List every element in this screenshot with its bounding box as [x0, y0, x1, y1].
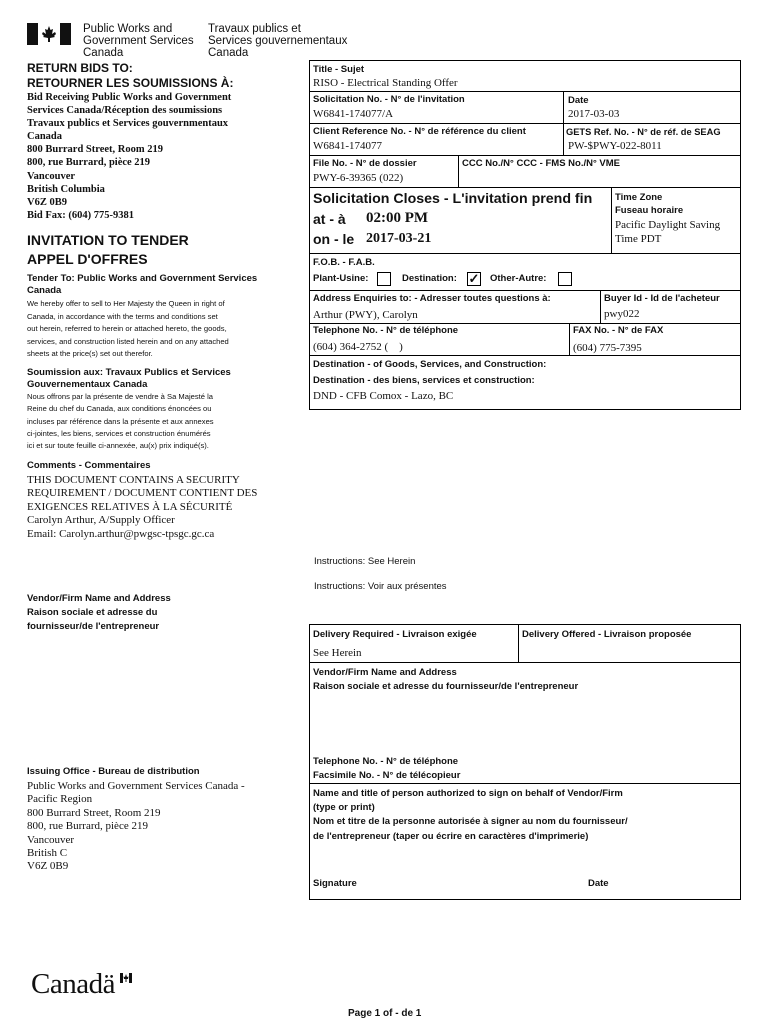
- date-label: Date: [568, 95, 589, 106]
- time-zone-value: Pacific Daylight Saving Time PDT: [615, 219, 721, 245]
- address-enquiries-value: Arthur (PWY), Carolyn: [313, 309, 418, 321]
- plant-usine-label: Plant-Usine:: [313, 273, 369, 284]
- destination-label: Destination:: [402, 273, 457, 284]
- invitation-title-en: INVITATION TO TENDER: [27, 232, 189, 248]
- closes-at-value: 02:00 PM: [366, 210, 429, 226]
- comments-text: THIS DOCUMENT CONTAINS A SECURITY REQUIREMENT / DOCUMENT CONTIENT DES EXIGENCES RELATIVES À LA SÉCURITÉ Carolyn Arthur, A/Supply Officer Email: Carolyn.arthur@pwgsc-tpsgc.gc.ca: [27, 474, 258, 540]
- closes-on-value: 2017-03-21: [366, 231, 432, 246]
- destination-goods-label-en: Destination - of Goods, Services, and Construction:: [313, 359, 547, 370]
- invitation-title: [27, 231, 189, 269]
- dept-fr-line: Canada: [208, 47, 249, 59]
- authorized-signer-label: Name and title of person authorized to sign on behalf of Vendor/Firm (type or print) Nom et titre de la personne autorisée à signer au nom du fournisseur/ de l'entrepreneur (taper ou écrire en caractères d'imprimerie): [313, 788, 628, 842]
- dept-fr-line: Services gouvernementaux: [208, 35, 348, 47]
- delivery-required-label: Delivery Required - Livraison exigée: [313, 629, 477, 640]
- instructions-en: Instructions: See Herein: [314, 556, 416, 567]
- solicitation-closes-title: Solicitation Closes - L'invitation prend fin: [313, 191, 593, 207]
- dept-en-line: Public Works and: [83, 23, 173, 35]
- plant-usine-checkbox[interactable]: [377, 272, 391, 286]
- fax-value: (604) 775-7395: [573, 342, 642, 354]
- wordmark-flag-icon: [120, 970, 132, 980]
- telephone-label: Telephone No. - N° de téléphone: [313, 325, 459, 336]
- issuing-office-label: Issuing Office - Bureau de distribution: [27, 766, 200, 777]
- instructions-fr: Instructions: Voir aux présentes: [314, 581, 447, 592]
- vendor-firm-label: Vendor/Firm Name and Address Raison sociale et adresse du fournisseur/de l'entrepreneur: [313, 667, 579, 692]
- closes-at-label: at - à: [313, 211, 346, 227]
- file-no-label: File No. - N° de dossier: [313, 158, 417, 169]
- dept-fr-line: Travaux publics et: [208, 23, 301, 35]
- return-bids-title-fr: RETOURNER LES SOUMISSIONS À:: [27, 76, 234, 90]
- signature-date-label: Date: [588, 878, 609, 889]
- canada-flag-icon: [27, 23, 71, 45]
- solicitation-no-label: Solicitation No. - N° de l'invitation: [313, 94, 465, 105]
- destination-goods-label-fr: Destination - des biens, services et construction:: [313, 375, 535, 386]
- dept-en-line: Government Services: [83, 35, 194, 47]
- vendor-telephone-fax-label: Telephone No. - N° de téléphone Facsimile No. - N° de télécopieur: [313, 756, 461, 781]
- date-value: 2017-03-03: [568, 108, 620, 120]
- return-bids-title-en: RETURN BIDS TO:: [27, 61, 133, 75]
- telephone-value: (604) 364-2752 ( ): [313, 341, 403, 353]
- return-bids-title: [27, 61, 233, 91]
- page-number: Page 1 of - de 1: [348, 1008, 422, 1019]
- client-ref-label: Client Reference No. - N° de référence du client: [313, 126, 526, 137]
- buyer-id-value: pwy022: [604, 308, 640, 320]
- gets-ref-value: PW-$PWY-022-8011: [568, 140, 662, 152]
- fax-label: FAX No. - N° de FAX: [573, 325, 664, 336]
- signature-label: Signature: [313, 878, 357, 889]
- delivery-offered-label: Delivery Offered - Livraison proposée: [522, 629, 692, 640]
- vendor-firm-input[interactable]: [313, 696, 737, 748]
- tender-offer-text: We hereby offer to sell to Her Majesty the Queen in right of Canada, in accordance with the terms and conditions set out herein, referred to herein or attached hereto, the goods, services, and construction listed herein and on any attached sheets at the price(s) set out therefor.: [27, 299, 229, 358]
- gets-ref-label: GETS Ref. No. - N° de réf. de SEAG: [566, 127, 721, 137]
- fob-label: F.O.B. - F.A.B.: [313, 257, 375, 268]
- vendor-firm-left-label: Vendor/Firm Name and Address Raison sociale et adresse du fournisseur/de l'entrepreneur: [27, 593, 171, 632]
- destination-goods-value: DND - CFB Comox - Lazo, BC: [313, 390, 454, 402]
- soumission-offer-text: Nous offrons par la présente de vendre à Sa Majesté la Reine du chef du Canada, aux conditions énoncées ou incluses par référence dans la présente et aux annexes ci-jointes, les biens, services et construction énumérés ici et sur toute feuille ci-annexée, au(x) prix indiqué(s).: [27, 392, 214, 451]
- title-value: RISO - Electrical Standing Offer: [313, 77, 458, 89]
- address-enquiries-label: Address Enquiries to: - Adresser toutes questions à:: [313, 293, 551, 304]
- department-name-en: [83, 23, 194, 59]
- comments-label: Comments - Commentaires: [27, 460, 151, 471]
- dept-en-line: Canada: [83, 47, 124, 59]
- buyer-id-label: Buyer Id - Id de l'acheteur: [604, 293, 720, 304]
- title-label: Title - Sujet: [313, 64, 365, 75]
- file-no-value: PWY-6-39365 (022): [313, 172, 404, 184]
- other-autre-label: Other-Autre:: [490, 273, 547, 284]
- fuseau-horaire-label: Fuseau horaire: [615, 205, 684, 216]
- destination-checkbox[interactable]: ✓: [468, 271, 480, 286]
- department-name-fr: [208, 23, 347, 59]
- soumission-label: Soumission aux: Travaux Publics et Services Gouvernementaux Canada: [27, 367, 231, 390]
- ccc-no-label: CCC No./N° CCC - FMS No./N° VME: [462, 158, 621, 169]
- closes-on-label: on - le: [313, 231, 355, 247]
- canada-wordmark: Canadä: [31, 968, 115, 1000]
- time-zone-label: Time Zone: [615, 192, 663, 203]
- other-autre-checkbox[interactable]: [558, 272, 572, 286]
- issuing-office-address: Public Works and Government Services Canada - Pacific Region 800 Burrard Street, Room 219 800, rue Burrard, pièce 219 Vancouver British C V6Z 0B9: [27, 780, 245, 873]
- invitation-title-fr: APPEL D'OFFRES: [27, 251, 148, 267]
- delivery-required-value: See Herein: [313, 647, 362, 659]
- solicitation-no-value: W6841-174077/A: [313, 108, 394, 120]
- client-ref-value: W6841-174077: [313, 140, 383, 152]
- tender-to-label: Tender To: Public Works and Government Services Canada: [27, 273, 258, 296]
- return-bids-address: Bid Receiving Public Works and Government Services Canada/Réception des soumissions Travaux publics et Services gouvernmentaux Canada 800 Burrard Street, Room 219 800, rue Burrard, pièce 219 Vancouver British Columbia V6Z 0B9 Bid Fax: (604) 775-9381: [27, 92, 232, 221]
